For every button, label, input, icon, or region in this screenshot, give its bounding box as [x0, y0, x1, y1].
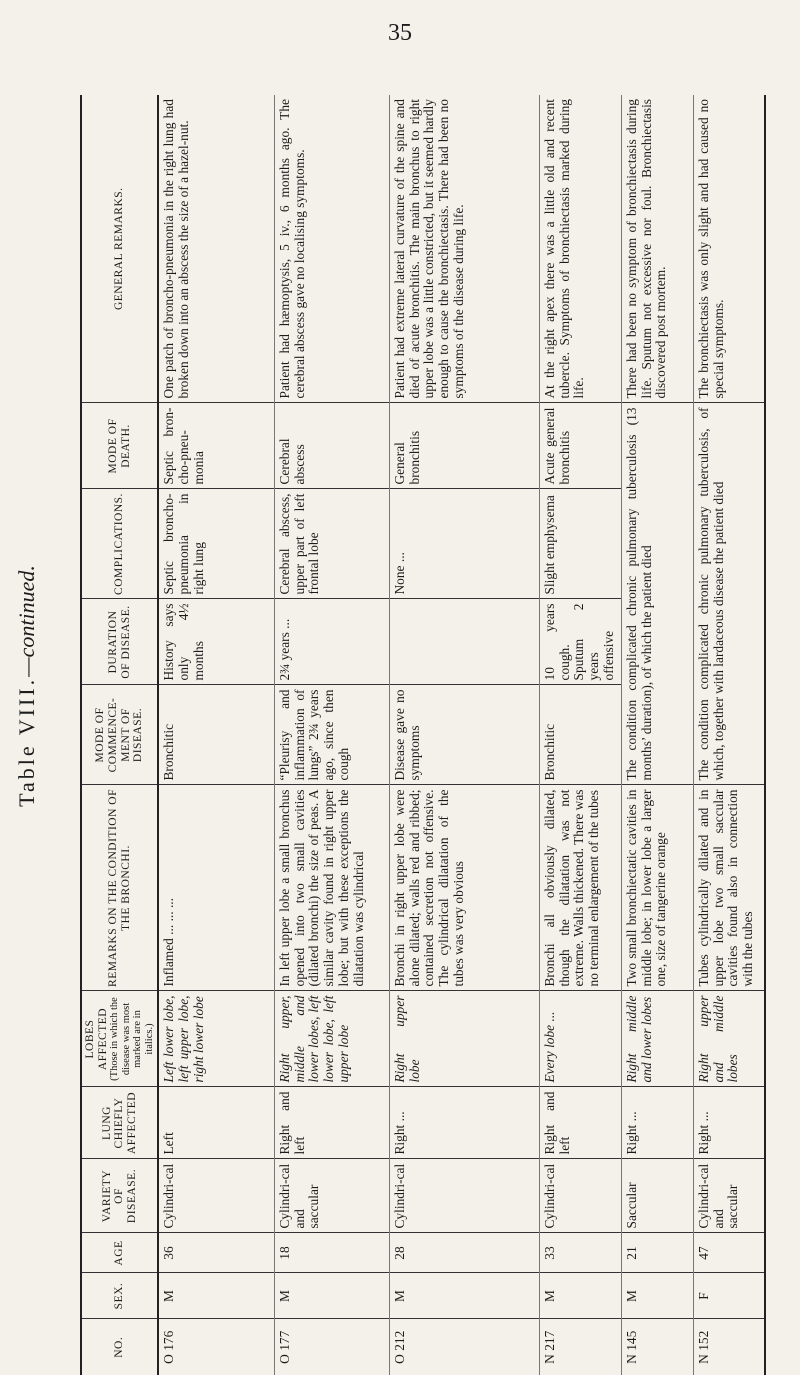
cell-death: Septic bron-cho-pneu-monia — [158, 403, 274, 489]
table-title: Table VIII. — [14, 676, 39, 807]
cell-age: 33 — [539, 1233, 621, 1273]
cell-commencement: Bronchitic — [539, 685, 621, 785]
cell-death: Acute general bronchitis — [539, 403, 621, 489]
table-row — [389, 95, 539, 1375]
cell-age: 21 — [621, 1233, 693, 1273]
page-number: 35 — [388, 20, 412, 46]
cell-general: Patient had extreme lateral curvature of the spine and died of acute bronchitis. The main bronchus to right upper lobe was a little constricted, but it seemed hardly enough to cause the bronchiectasis. There had been no symptoms of the disease during life. — [389, 95, 539, 403]
cell-age: 36 — [158, 1233, 274, 1273]
cell-lobes: Right middle and lower lobes — [621, 991, 693, 1087]
col-lung: LUNG CHIEFLY AFFECTED — [81, 1087, 158, 1159]
cell-bronchi: Inflamed ... ... ... — [158, 785, 274, 991]
cell-complications: Cerebral abscess, upper part of left frontal lobe — [274, 489, 389, 599]
table-caption — [14, 36, 40, 1336]
col-complications: COMPLICATIONS. — [81, 489, 158, 599]
cell-no: O 176 — [158, 1319, 274, 1375]
col-no: NO. — [81, 1319, 158, 1375]
cell-duration: History says only 4½ months — [158, 599, 274, 685]
cell-variety: Cylindri-cal — [389, 1159, 539, 1233]
cell-lobes: Left lower lobe, left upper lobe, right lower lobe — [158, 991, 274, 1087]
table-row — [621, 95, 693, 1375]
cell-variety: Saccular — [621, 1159, 693, 1233]
cell-lung: Right ... — [693, 1087, 765, 1159]
cell-duration: 10 years cough. Sputum 2 years offensive — [539, 599, 621, 685]
col-bronchi: REMARKS ON THE CONDITION OF THE BRONCHI. — [81, 785, 158, 991]
cell-complications: Septic broncho-pneumonia in right lung — [158, 489, 274, 599]
cell-complications: None ... — [389, 489, 539, 599]
col-sex: SEX. — [81, 1273, 158, 1319]
cell-lung: Right and left — [539, 1087, 621, 1159]
cell-lobes: Right upper and middle lobes — [693, 991, 765, 1087]
cell-lobes: Right upper lobe — [389, 991, 539, 1087]
col-age: AGE — [81, 1233, 158, 1273]
cell-bronchi: Bronchi all obviously dilated, though the dilatation was not extreme. Walls thickened. There was no terminal enlargement of the tubes — [539, 785, 621, 991]
cell-sex: M — [389, 1273, 539, 1319]
cell-commencement: “Pleurisy and inflammation of lungs” 2¾ years ago, since then cough — [274, 685, 389, 785]
col-general: GENERAL REMARKS. — [81, 95, 158, 403]
col-variety: VARIETY OF DISEASE. — [81, 1159, 158, 1233]
cell-lung: Left — [158, 1087, 274, 1159]
cell-variety: Cylindri-cal and saccular — [274, 1159, 389, 1233]
cell-general: At the right apex there was a little old and recent tubercle. Symptoms of bronchiectasis marked during life. — [539, 95, 621, 403]
cell-duration: 2¾ years ... — [274, 599, 389, 685]
col-lobes-title: LOBES AFFECTED — [84, 1007, 109, 1071]
cell-bronchi: In left upper lobe a small bronchus opened into two small cavities (dilated bronchi) the size of peas. A similar cavity found in right upper lobe; but with these exceptions the dilatation was cylindrical — [274, 785, 389, 991]
cell-no: N 152 — [693, 1319, 765, 1375]
cell-age: 18 — [274, 1233, 389, 1273]
cell-bronchi: Bronchi in right upper lobe were alone dilated; walls red and ribbed; contained secretion not offensive. The cylindrical dilatation of the tubes was very obvious — [389, 785, 539, 991]
cell-lobes: Every lobe ... — [539, 991, 621, 1087]
col-lobes-note: (Those in which the disease was most marked are in italics.) — [109, 997, 155, 1081]
rotated-table-wrapper — [80, 95, 756, 1375]
cell-merged-note: The condition complicated chronic pulmonary tuberculosis (13 months’ duration), of which the patient died — [621, 403, 693, 785]
cell-complications: Slight emphysema — [539, 489, 621, 599]
cell-variety: Cylindri-cal and saccular — [693, 1159, 765, 1233]
cell-general: Patient had hæmoptysis, 5 iv., 6 months ago. The cerebral abscess gave no localising symptoms. — [274, 95, 389, 403]
col-commencement: MODE OF COMMENCE-MENT OF DISEASE. — [81, 685, 158, 785]
table-row — [274, 95, 389, 1375]
cell-sex: M — [274, 1273, 389, 1319]
cell-age: 47 — [693, 1233, 765, 1273]
col-death: MODE OF DEATH. — [81, 403, 158, 489]
cell-lobes: Right upper, middle and lower lobes, left lower lobe, left upper lobe — [274, 991, 389, 1087]
case-table — [80, 95, 766, 1375]
cell-no: N 145 — [621, 1319, 693, 1375]
cell-lung: Right ... — [621, 1087, 693, 1159]
cell-no: O 177 — [274, 1319, 389, 1375]
table-row — [539, 95, 621, 1375]
cell-variety: Cylindri-cal — [158, 1159, 274, 1233]
cell-bronchi: Tubes cylindrically dilated and in upper lobe two small saccular cavities found also in connection with the tubes — [693, 785, 765, 991]
header-row — [81, 95, 158, 1375]
cell-sex: M — [621, 1273, 693, 1319]
col-lobes — [81, 991, 158, 1087]
cell-death: General bronchitis — [389, 403, 539, 489]
cell-no: N 217 — [539, 1319, 621, 1375]
cell-general: One patch of broncho-pneumonia in the right lung had broken down into an abscess the size of a hazel-nut. — [158, 95, 274, 403]
cell-death: Cerebral abscess — [274, 403, 389, 489]
table-continued: —continued. — [14, 565, 39, 677]
cell-variety: Cylindri-cal — [539, 1159, 621, 1233]
cell-age: 28 — [389, 1233, 539, 1273]
cell-sex: M — [158, 1273, 274, 1319]
cell-lung: Right ... — [389, 1087, 539, 1159]
cell-general: The bronchiectasis was only slight and had caused no special symptoms. — [693, 95, 765, 403]
cell-bronchi: Two small bronchiectatic cavities in middle lobe; in lower lobe a larger one, size of tangerine orange — [621, 785, 693, 991]
cell-commencement: Disease gave no symptoms — [389, 685, 539, 785]
col-duration: DURATION OF DISEASE. — [81, 599, 158, 685]
cell-sex: M — [539, 1273, 621, 1319]
cell-general: There had been no symptom of bronchiectasis during life. Sputum not excessive nor foul. Bronchiectasis discovered post mortem. — [621, 95, 693, 403]
table-row — [158, 95, 274, 1375]
cell-commencement: Bronchitic — [158, 685, 274, 785]
table-row — [693, 95, 765, 1375]
cell-sex: F — [693, 1273, 765, 1319]
cell-merged-note: The condition complicated chronic pulmonary tuberculosis, of which, together with lardaceous disease the patient died — [693, 403, 765, 785]
cell-duration — [389, 599, 539, 685]
cell-no: O 212 — [389, 1319, 539, 1375]
cell-lung: Right and left — [274, 1087, 389, 1159]
